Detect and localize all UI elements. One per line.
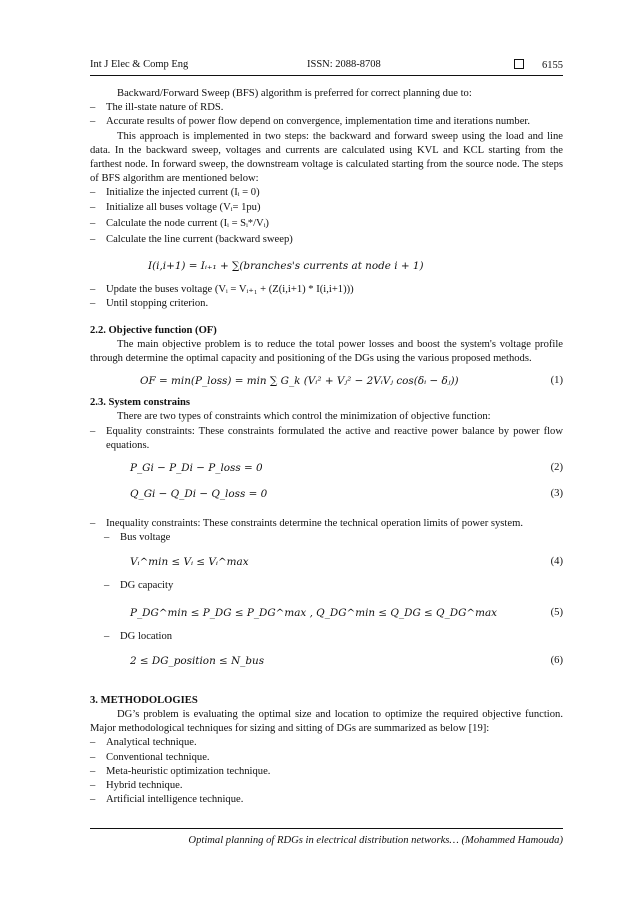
equation-number: (2) [550, 462, 563, 474]
technique-item: – Conventional technique. [90, 751, 563, 765]
equality-constraints-item: – Equality constraints: These constraints formulated the active and reactive power balance by power flow equations. [90, 425, 563, 453]
equation-2-row [90, 453, 563, 481]
equation-3: Q_Gi − Q_Di − Q_loss = 0 [130, 488, 268, 501]
page-number: 6155 [542, 60, 563, 71]
equation-number: (6) [550, 654, 563, 666]
equation-1: OF = min(P_loss) = min ∑ G_k (Vᵢ² + Vⱼ² − 2VᵢVⱼ cos(δᵢ − δⱼ)) [140, 375, 459, 388]
equation-5: P_DG^min ≤ P_DG ≤ P_DG^max , Q_DG^min ≤ Q_DG ≤ Q_DG^max [130, 606, 498, 619]
technique-item: – Analytical technique. [90, 736, 563, 750]
section-heading-3: 3. METHODOLOGIES [90, 694, 198, 706]
running-footer: Optimal planning of RDGs in electrical distribution networks… (Mohammed Hamouda) [188, 835, 563, 846]
equation-4: Vᵢ^min ≤ Vᵢ ≤ Vᵢ^max [130, 556, 249, 569]
equation-4-row [90, 545, 563, 579]
intro-lead: Backward/Forward Sweep (BFS) algorithm is preferred for correct planning due to: [117, 88, 472, 99]
journal-name: Int J Elec & Comp Eng [90, 59, 189, 70]
reason-item: – The ill-state nature of RDS. [90, 101, 563, 115]
bus-voltage-item: – Bus voltage [90, 531, 563, 545]
line-current-equation-row [90, 247, 563, 283]
equation-number: (3) [550, 488, 563, 500]
equation-3-row [90, 481, 563, 509]
equation-number: (5) [550, 606, 563, 618]
technique-item: – Meta-heuristic optimization technique. [90, 765, 563, 779]
inequality-constraints-item: – Inequality constraints: These constraints determine the technical operation limits of power system. [90, 517, 563, 531]
step-item: – Initialize all buses voltage (Vᵢ= 1pu) [90, 201, 563, 215]
equation-6: 2 ≤ DG_position ≤ N_bus [130, 654, 265, 667]
reason-item: – Accurate results of power flow depend on convergence, implementation time and iterations number. [90, 115, 563, 129]
step-item: – Calculate the node current (Iᵢ = Sᵢ*/Vᵢ) [90, 217, 563, 231]
header-rule [90, 75, 563, 76]
equation-5-row [90, 594, 563, 630]
line-current-equation: I(i,i+1) = Iᵢ₊₁ + ∑(branches's currents at node i + 1) [148, 260, 424, 273]
technique-item: – Artificial intelligence technique. [90, 793, 563, 807]
equation-number: (4) [550, 556, 563, 568]
page-body [90, 87, 563, 808]
equation-6-row [90, 644, 563, 678]
running-header [90, 59, 563, 73]
objective-paragraph: The main objective problem is to reduce the total power losses and boost the system's voltage profile through determine the optimal capacity and positioning of the DGs using the various proposed methods. [90, 338, 563, 365]
technique-item: – Hybrid technique. [90, 779, 563, 793]
issn: ISSN: 2088-8708 [307, 59, 381, 70]
dg-location-item: – DG location [90, 630, 563, 644]
equation-2: P_Gi − P_Di − P_loss = 0 [130, 462, 263, 475]
approach-paragraph: This approach is implemented in two steps: the backward and forward sweep using the load and line data. In the backward sweep, voltages and currents are calculated using KVL and KCL starting from the farthest node. In forward sweep, the downstream voltage is calculated starting from the source node. The steps of BFS algorithm are mentioned below: [90, 130, 563, 185]
equation-number: (1) [550, 375, 563, 387]
section-heading-2-2: 2.2. Objective function (OF) [90, 324, 217, 336]
step-item: – Calculate the line current (backward sweep) [90, 233, 563, 247]
section-heading-2-3: 2.3. System constrains [90, 397, 191, 409]
methodologies-paragraph: DG’s problem is evaluating the optimal size and location to optimize the required objective function. Major methodological techniques for sizing and sitting of DGs are summarized as below [19]: [90, 709, 563, 735]
dg-capacity-item: – DG capacity [90, 579, 563, 593]
step-item: – Initialize the injected current (Iᵢ = 0) [90, 186, 563, 200]
constraints-intro: There are two types of constraints which control the minimization of objective function: [117, 411, 491, 423]
step-item: – Update the buses voltage (Vᵢ = Vᵢ₊₁ + (Z(i,i+1) * I(i,i+1))) [90, 283, 563, 297]
step-item: – Until stopping criterion. [90, 297, 563, 311]
checkbox-square-icon [514, 59, 524, 69]
footer-rule [90, 828, 563, 829]
equation-1-row [90, 366, 563, 396]
